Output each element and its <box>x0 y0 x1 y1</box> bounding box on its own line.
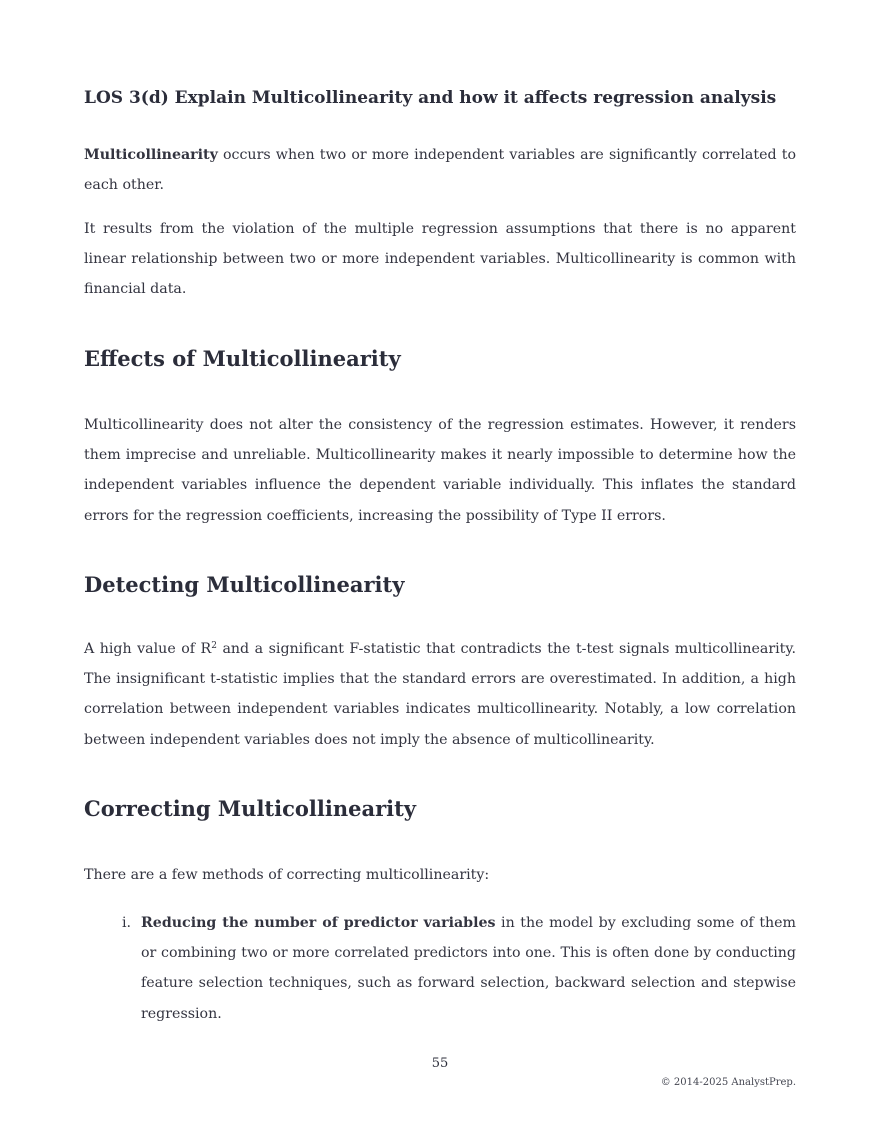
correcting-intro: There are a few methods of correcting multicollinearity: <box>84 867 490 883</box>
detecting-text-start: A high value of R <box>84 641 212 657</box>
list-marker: i. <box>122 915 132 931</box>
effects-paragraph: Multicollinearity does not alter the consistency of the regression estimates. However, it renders them imprecise and unreliable. Multicollinearity makes it nearly impossible to determine how the independent variables influence the dependent variable individually. This inflates the standard errors for the regression coefficients, increasing the possibility of Type II errors. <box>84 417 796 524</box>
r-squared-superscript: 2 <box>211 641 217 651</box>
intro-paragraph-1-text: occurs when two or more independent variables are significantly correlated to each other. <box>84 147 796 194</box>
list-item-bold: Reducing the number of predictor variables <box>141 915 496 931</box>
copyright-notice: © 2014-2025 AnalystPrep. <box>660 1077 796 1088</box>
intro-paragraph-1 <box>84 140 796 200</box>
multicollinearity-term: Multicollinearity <box>84 147 218 163</box>
correcting-heading: Correcting Multicollinearity <box>84 796 417 821</box>
page-number: 55 <box>431 1056 449 1071</box>
list-item-text: in the model by excluding some of them or combining two or more correlated predictors into one. This is often done by conducting feature selection techniques, such as forward selection, backward selection and stepwise regression. <box>141 915 797 1022</box>
list-item <box>122 908 797 1029</box>
effects-heading: Effects of Multicollinearity <box>84 346 401 371</box>
detecting-paragraph <box>84 634 796 755</box>
intro-paragraph-2: It results from the violation of the multiple regression assumptions that there is no apparent linear relationship between two or more independent variables. Multicollinearity is common with financial data. <box>84 221 796 298</box>
los-title: LOS 3(d) Explain Multicollinearity and how it affects regression analysis <box>84 88 777 108</box>
detecting-text-rest: and a significant F-statistic that contradicts the t-test signals multicollinearity. The insignificant t-statistic implies that the standard errors are overestimated. In addition, a high correlation between independent variables indicates multicollinearity. Notably, a low correlation between independent variables does not imply the absence of multicollinearity. <box>84 641 797 748</box>
detecting-heading: Detecting Multicollinearity <box>84 572 405 597</box>
